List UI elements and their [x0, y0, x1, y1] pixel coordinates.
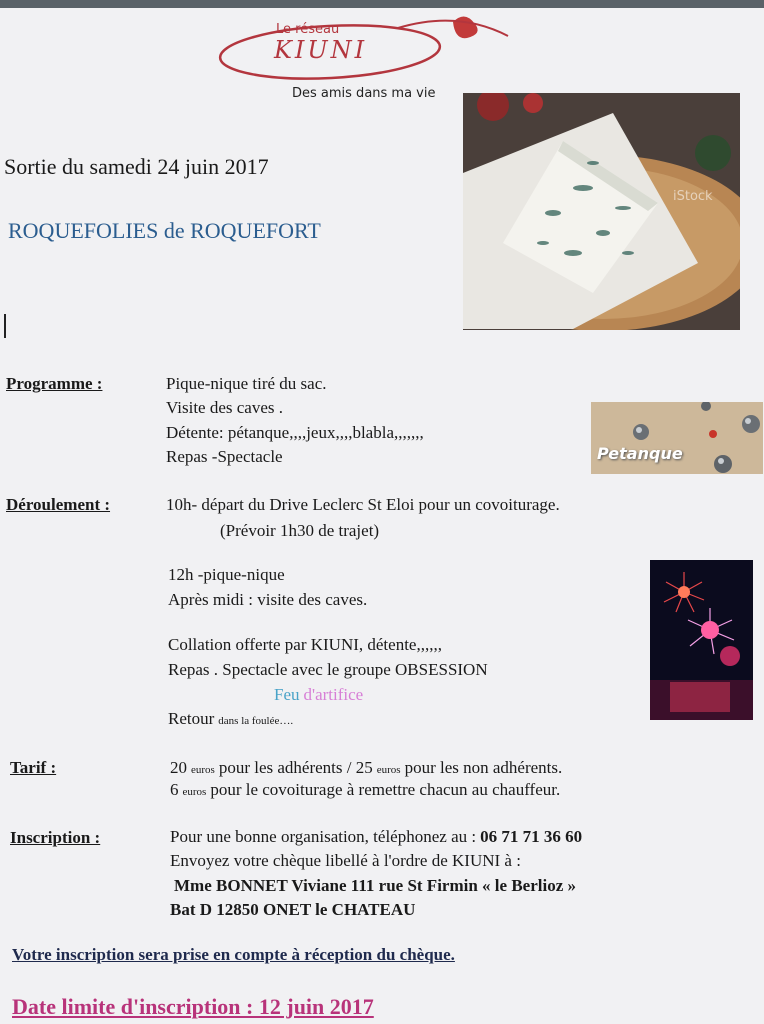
artifice-word: d'artifice — [303, 685, 364, 704]
retour-main: Retour — [168, 709, 215, 728]
inscription-line-2: Envoyez votre chèque libellé à l'ordre de KIUNI à : — [170, 851, 521, 870]
deroulement-line: 12h -pique-nique — [168, 565, 285, 584]
top-bar — [0, 0, 764, 8]
address-line-2: Bat D 12850 ONET le CHATEAU — [170, 900, 416, 919]
deroulement-line: Après midi : visite des caves. — [168, 590, 368, 609]
programme-line: Détente: pétanque,,,,jeux,,,,blabla,,,,,,, — [166, 423, 424, 442]
tarif-text: pour les adhérents / 25 — [218, 758, 373, 777]
tarif-text: pour le covoiturage à remettre chacun au chauffeur. — [210, 780, 561, 799]
retour-line — [168, 709, 293, 729]
logo-main-text: KIUNI — [274, 36, 368, 64]
feu-word: Feu — [274, 685, 300, 704]
programme-label: Programme : — [6, 374, 103, 393]
inscription-text: Pour une bonne organisation, téléphonez au : — [170, 827, 477, 846]
tarif-text: 20 — [170, 758, 187, 777]
tarif-unit: euros — [191, 764, 215, 776]
tarif-unit: euros — [182, 786, 207, 798]
deroulement-line: (Prévoir 1h30 de trajet) — [220, 521, 380, 540]
address-line-1: Mme BONNET Viviane 111 rue St Firmin « le Berlioz » — [174, 876, 576, 895]
inscription-label: Inscription : — [10, 828, 101, 847]
tarif-line-2 — [170, 780, 560, 800]
deroulement-line: 10h- départ du Drive Leclerc St Eloi pour un covoiturage. — [166, 495, 560, 514]
fireworks-photo — [650, 560, 753, 720]
watermark-text: iStock — [673, 189, 713, 204]
event-title: ROQUEFOLIES de ROQUEFORT — [8, 218, 321, 243]
fireworks-text — [274, 685, 363, 705]
phone-number: 06 71 71 36 60 — [480, 827, 583, 846]
programme-line: Visite des caves . — [166, 398, 283, 417]
roquefort-cheese-photo — [463, 93, 740, 330]
tagline: Des amis dans ma vie — [292, 86, 436, 101]
tarif-text: 6 — [170, 780, 179, 799]
deroulement-label: Déroulement : — [6, 495, 111, 514]
text-cursor — [4, 314, 6, 338]
programme-line: Repas -Spectacle — [166, 447, 283, 466]
event-date: Sortie du samedi 24 juin 2017 — [4, 154, 269, 179]
deroulement-line: Collation offerte par KIUNI, détente,,,,,, — [168, 635, 442, 654]
inscription-line-1 — [170, 827, 582, 847]
programme-line: Pique-nique tiré du sac. — [166, 374, 327, 393]
tarif-text: pour les non adhérents. — [404, 758, 563, 777]
validation-notice: Votre inscription sera prise en compte à réception du chèque. — [12, 945, 455, 964]
registration-deadline: Date limite d'inscription : 12 juin 2017 — [12, 994, 374, 1019]
retour-small: dans la foulée…. — [218, 715, 294, 727]
petanque-caption: Petanque — [597, 444, 683, 463]
tarif-label: Tarif : — [10, 758, 57, 777]
deroulement-line: Repas . Spectacle avec le groupe OBSESSION — [168, 660, 488, 679]
logo-small-text: Le réseau — [276, 22, 340, 37]
petanque-photo — [591, 402, 763, 474]
tarif-unit: euros — [376, 764, 401, 776]
tarif-line-1 — [170, 758, 562, 778]
